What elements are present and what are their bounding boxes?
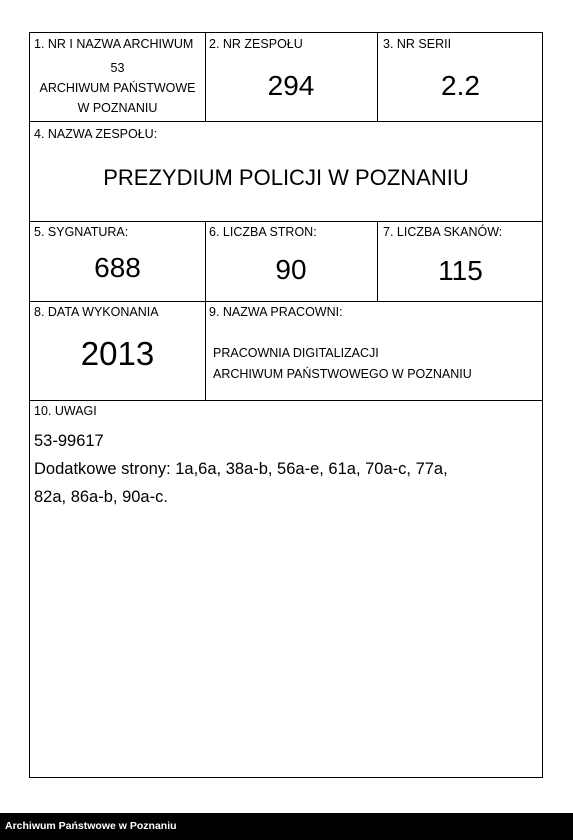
scans-count-label: 7. LICZBA SKANÓW:	[383, 225, 503, 239]
archive-name-line1: ARCHIWUM PAŃSTWOWE	[39, 81, 196, 95]
row-divider-3	[30, 301, 542, 302]
signature-label: 5. SYGNATURA:	[34, 225, 129, 239]
lab-name-line2: ARCHIWUM PAŃSTWOWEGO W POZNANIU	[213, 367, 472, 381]
lab-name-value	[213, 343, 472, 385]
fonds-name-label: 4. NAZWA ZESPOŁU:	[34, 127, 158, 141]
fonds-number-value: 294	[267, 70, 315, 101]
date-made-label: 8. DATA WYKONANIA	[34, 305, 159, 319]
fonds-number-label: 2. NR ZESPOŁU	[209, 37, 303, 51]
scans-count-value: 115	[438, 255, 483, 286]
lab-name-line1: PRACOWNIA DIGITALIZACJI	[213, 346, 379, 360]
fonds-name-value: PREZYDIUM POLICJI W POZNANIU	[103, 165, 469, 190]
notes-line1: 53-99617	[34, 432, 104, 450]
row-divider-1	[30, 121, 542, 122]
row-divider-2	[30, 221, 542, 222]
archive-label: 1. NR I NAZWA ARCHIWUM	[34, 37, 194, 51]
col-divider-r4	[205, 301, 206, 400]
archive-name-line2: W POZNANIU	[77, 101, 158, 115]
footer-bar	[0, 813, 573, 840]
series-number-label: 3. NR SERII	[383, 37, 452, 51]
notes-label: 10. UWAGI	[34, 404, 97, 418]
notes-content	[34, 427, 448, 511]
series-number-value: 2.2	[441, 70, 480, 101]
pages-count-value: 90	[275, 254, 307, 285]
notes-line2: Dodatkowe strony: 1a,6a, 38a-b, 56a-e, 61a, 70a-c, 77a,	[34, 460, 448, 478]
notes-line3: 82a, 86a-b, 90a-c.	[34, 488, 168, 506]
footer-text: Archiwum Państwowe w Poznaniu	[5, 820, 177, 832]
pages-count-label: 6. LICZBA STRON:	[209, 225, 317, 239]
lab-name-label: 9. NAZWA PRACOWNI:	[209, 305, 343, 319]
archive-number: 53	[110, 61, 125, 75]
row-divider-4	[30, 400, 542, 401]
signature-value: 688	[94, 252, 141, 283]
archive-value	[30, 58, 205, 118]
metadata-form	[29, 32, 543, 778]
date-made-value: 2013	[80, 335, 155, 372]
